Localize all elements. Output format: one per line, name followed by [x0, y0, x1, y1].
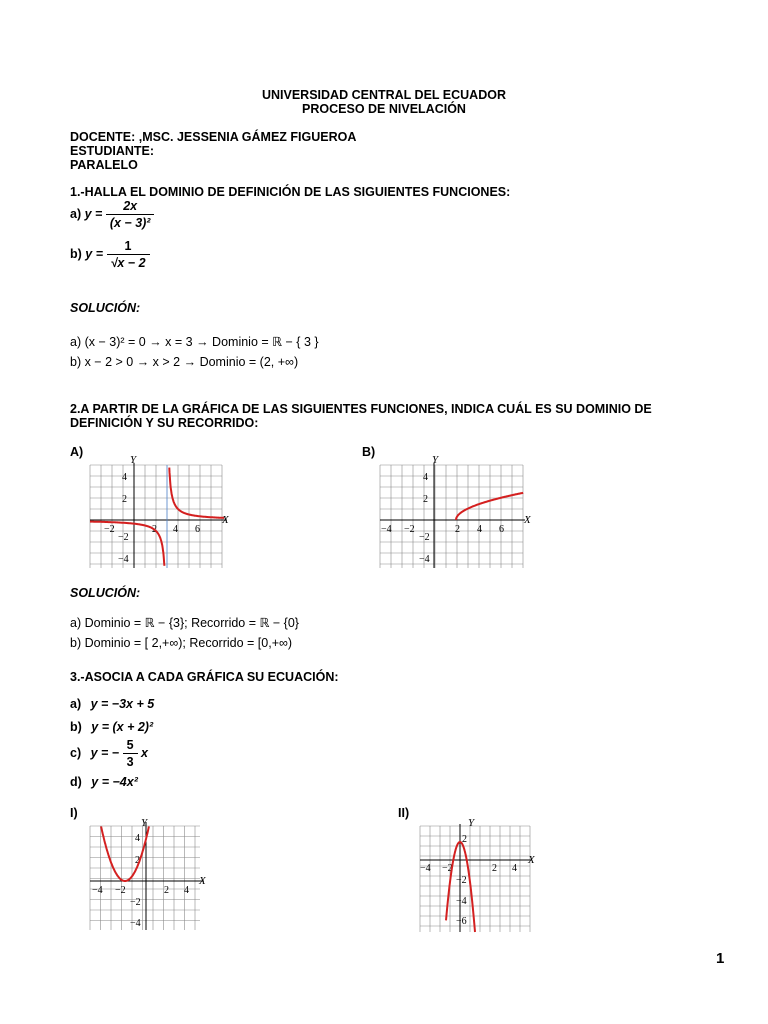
q3-c-lhs: y = − [90, 745, 120, 760]
graph-i-tick-x1: −4 [92, 885, 103, 896]
graph-ii-tick-y2: −2 [456, 875, 467, 886]
graph-b-grid [380, 465, 523, 568]
graph-i-tick-y1: 4 [135, 833, 140, 844]
graph-b-tick-y4: −4 [419, 554, 430, 565]
graph-b-tick-y1: 4 [423, 472, 428, 483]
graph-b-x-label: X [524, 514, 531, 526]
graph-i-tick-x3: 2 [164, 885, 169, 896]
q1-a-label: a) [70, 206, 82, 221]
estudiante-line: ESTUDIANTE: [70, 144, 155, 158]
graph-ii-tick-x3: 2 [492, 863, 497, 874]
q2-title-line1: 2.A PARTIR DE LA GRÁFICA DE LAS SIGUIENTES FUNCIONES, INDICA CUÁL ES SU DOMINIO DE [70, 402, 652, 416]
q1-solution-b: b) x − 2 > 0 → x > 2 → Dominio = (2, +∞) [70, 355, 299, 369]
graph-b-tick-x2: −2 [404, 524, 415, 535]
graph-ii-tick-y4: −6 [456, 916, 467, 927]
graph-i-x-label: X [199, 875, 206, 887]
q1-a-lhs: y = [84, 206, 103, 221]
graph-i-tick-x2: −2 [115, 885, 126, 896]
q1-solution-label: SOLUCIÓN: [70, 301, 141, 315]
graph-a-tick-y3: −2 [118, 532, 129, 543]
graph-b-curve [456, 493, 523, 520]
q3-a-eq: y = −3x + 5 [90, 697, 155, 711]
q1-b-numerator: 1 [107, 239, 150, 255]
q1-b-fraction [107, 239, 150, 270]
q1-b-lhs: y = [85, 246, 104, 261]
q3-item-b [70, 720, 153, 734]
q1-item-b [70, 239, 150, 270]
q3-c-label: c) [70, 745, 82, 760]
graph-b-y-label: Y [432, 455, 439, 466]
graph-a-tick-y2: 2 [122, 494, 127, 505]
q2-title-line2: DEFINICIÓN Y SU RECORRIDO: [70, 416, 259, 430]
q1-item-a [70, 199, 154, 230]
q3-c-numerator: 5 [123, 738, 138, 754]
graph-ii-grid [420, 826, 530, 932]
q3-a-label: a) [70, 697, 82, 711]
graph-a-tick-y4: −4 [118, 554, 129, 565]
graph-b-label: B) [362, 445, 376, 459]
graph-ii-tick-y3: −4 [456, 896, 467, 907]
graph-ii-tick-x4: 4 [512, 863, 517, 874]
q2-solution-a: a) Dominio = ℝ − {3}; Recorrido = ℝ − {0} [70, 616, 299, 630]
q1-a-fraction [106, 199, 155, 230]
q1-a-denominator: (x − 3)² [109, 216, 151, 230]
paralelo-line: PARALELO [70, 158, 138, 172]
graph-ii-tick-x2: −2 [442, 863, 453, 874]
graph-i-label: I) [70, 806, 78, 820]
q1-a-numerator: 2x [106, 199, 155, 215]
q1-b-label: b) [70, 246, 82, 261]
q1-title: 1.-HALLA EL DOMINIO DE DEFINICIÓN DE LAS SIGUIENTES FUNCIONES: [70, 185, 511, 199]
graph-ii-tick-x1: −4 [420, 863, 431, 874]
process-title: PROCESO DE NIVELACIÓN [302, 102, 466, 116]
graph-ii-x-label: X [528, 854, 535, 866]
graph-i-tick-y3: −2 [130, 897, 141, 908]
graph-a-y-label: Y [130, 455, 137, 466]
q3-c-denominator: 3 [126, 755, 134, 769]
graph-i-tick-y2: 2 [135, 855, 140, 866]
graph-a-tick-x3: 4 [173, 524, 178, 535]
q1-b-denominator: √x − 2 [110, 256, 146, 270]
graph-b-tick-y2: 2 [423, 494, 428, 505]
graph-b-tick-y3: −2 [419, 532, 430, 543]
graph-i-tick-y4: −4 [130, 918, 141, 929]
graph-a-x-label: X [222, 514, 229, 526]
graph-b [378, 455, 538, 570]
graph-b-tick-x5: 6 [499, 524, 504, 535]
docente-line: DOCENTE: ,MSC. JESSENIA GÁMEZ FIGUEROA [70, 130, 357, 144]
graph-i-y-label: Y [141, 817, 148, 829]
q3-item-d [70, 775, 138, 789]
graph-a-curve-right [169, 468, 224, 518]
graph-b-tick-x1: −4 [381, 524, 392, 535]
q3-b-eq: y = (x + 2)² [91, 720, 154, 734]
graph-ii [416, 816, 546, 934]
graph-b-tick-x3: 2 [455, 524, 460, 535]
graph-ii-tick-y1: 2 [462, 834, 467, 845]
q2-solution-b: b) Dominio = [ 2,+∞); Recorrido = [0,+∞) [70, 636, 293, 650]
graph-a-tick-x4: 6 [195, 524, 200, 535]
graph-i-tick-x4: 4 [184, 885, 189, 896]
graph-ii-svg [416, 816, 546, 934]
graph-i-svg [84, 816, 214, 934]
graph-i [84, 816, 214, 934]
graph-ii-label: II) [398, 806, 410, 820]
q3-d-eq: y = −4x² [91, 775, 138, 789]
q3-item-c [70, 738, 148, 769]
q3-c-fraction [123, 738, 138, 769]
graph-a [80, 455, 240, 570]
q1-solution-a: a) (x − 3)² = 0 → x = 3 → Dominio = ℝ − { 3 } [70, 335, 319, 349]
graph-b-tick-x4: 4 [477, 524, 482, 535]
graph-a-label: A) [70, 445, 84, 459]
q3-c-rhs: x [141, 745, 148, 760]
graph-b-svg [378, 455, 538, 570]
q3-b-label: b) [70, 720, 82, 734]
q2-solution-label: SOLUCIÓN: [70, 586, 141, 600]
graph-i-curve [101, 826, 149, 881]
university-title: UNIVERSIDAD CENTRAL DEL ECUADOR [261, 88, 506, 102]
q3-item-a [70, 697, 154, 711]
graph-a-svg [80, 455, 240, 570]
graph-a-tick-y1: 4 [122, 472, 127, 483]
page-number: 1 [716, 950, 725, 967]
q3-d-label: d) [70, 775, 82, 789]
graph-ii-y-label: Y [468, 817, 475, 829]
graph-a-tick-x2: 2 [152, 524, 157, 535]
q3-title: 3.-ASOCIA A CADA GRÁFICA SU ECUACIÓN: [70, 670, 339, 684]
graph-a-tick-x1: −2 [104, 524, 115, 535]
